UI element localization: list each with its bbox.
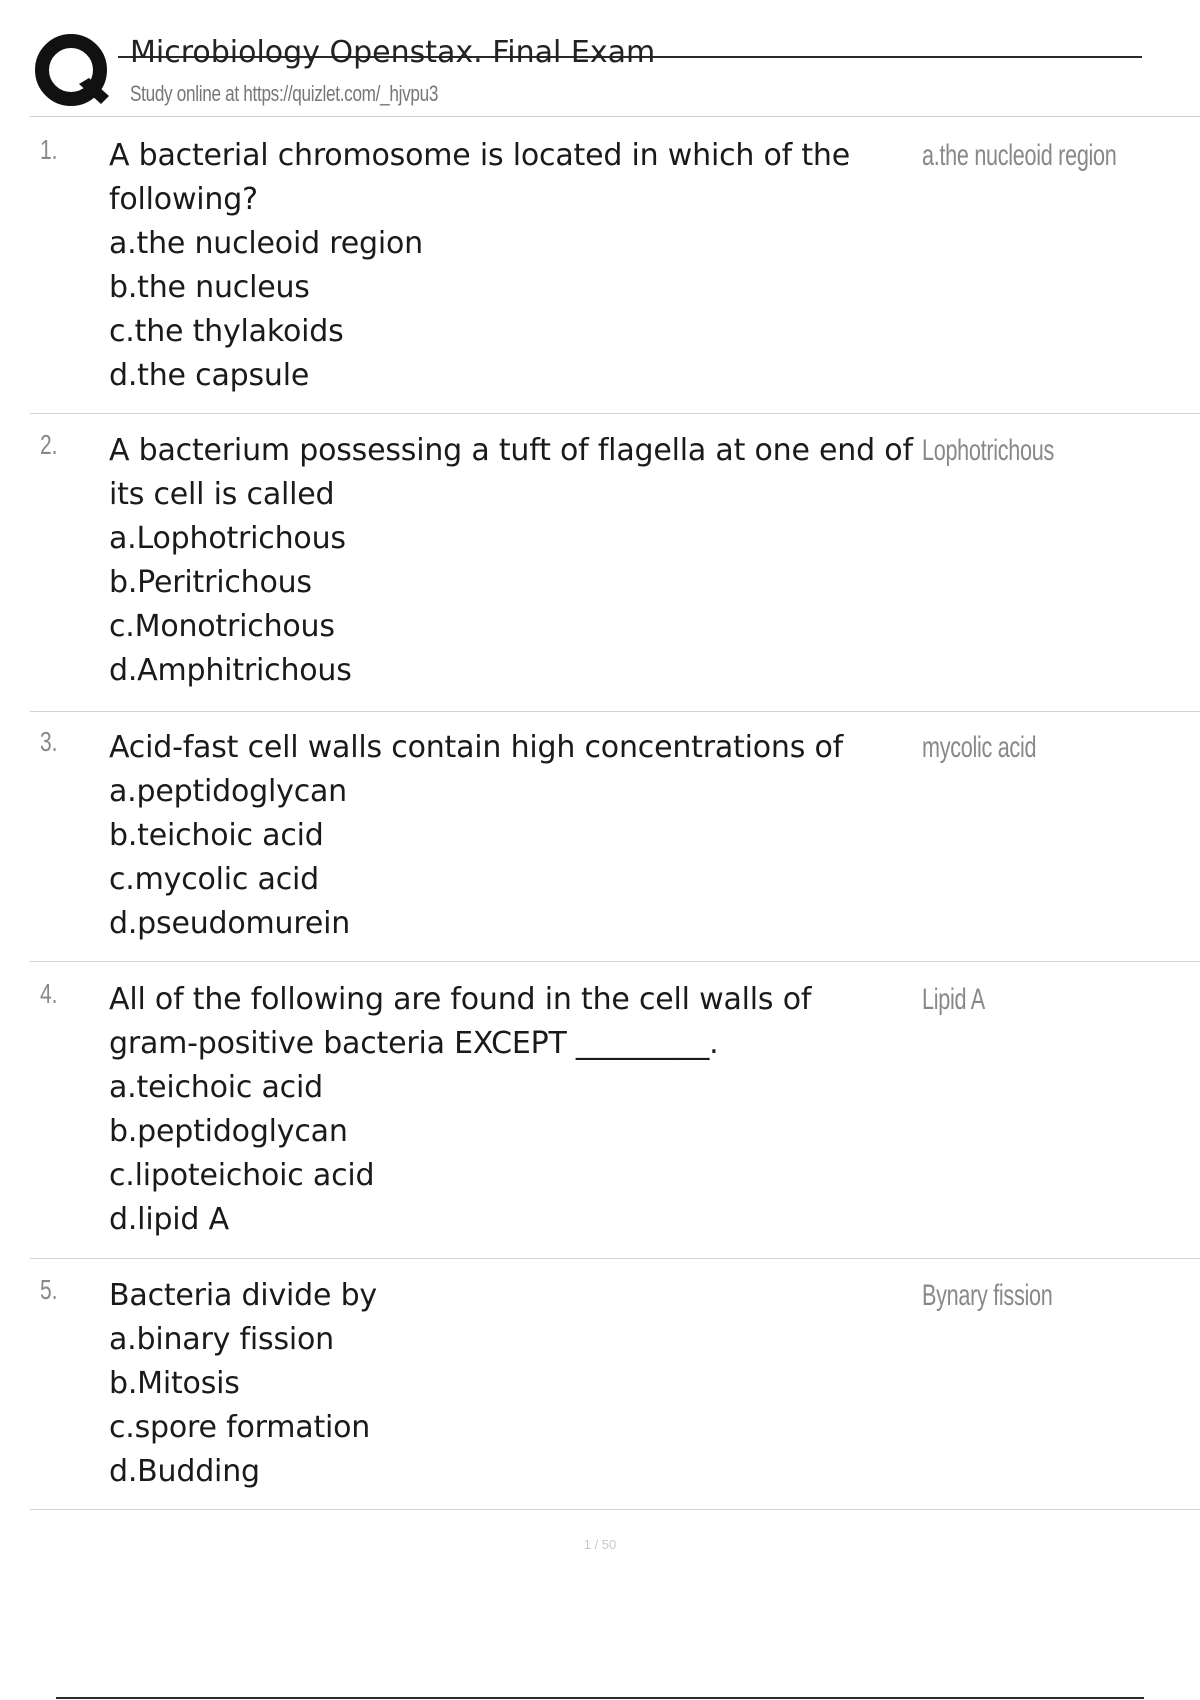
question-stem-line: its cell is called bbox=[109, 477, 335, 512]
answer-option: c.mycolic acid bbox=[109, 862, 320, 897]
answer-option: d.Budding bbox=[109, 1454, 260, 1489]
answer-option: d.pseudomurein bbox=[109, 906, 351, 941]
answer-option: a.binary fission bbox=[109, 1322, 334, 1357]
card-divider bbox=[30, 961, 1200, 962]
answer-option: a.peptidoglycan bbox=[109, 774, 347, 809]
answer-option: b.peptidoglycan bbox=[109, 1114, 348, 1149]
answer-option: a.the nucleoid region bbox=[109, 226, 423, 261]
correct-answer: Lipid A bbox=[922, 983, 985, 1016]
correct-answer: a.the nucleoid region bbox=[922, 139, 1117, 172]
question-number: 5. bbox=[40, 1274, 58, 1305]
question-stem-line: All of the following are found in the cell walls of bbox=[109, 982, 812, 1017]
question-stem-line: gram-positive bacteria EXCEPT _________. bbox=[109, 1026, 719, 1061]
answer-option: c.lipoteichoic acid bbox=[109, 1158, 375, 1193]
card-divider bbox=[30, 711, 1200, 712]
answer-option: c.the thylakoids bbox=[109, 314, 344, 349]
question-card bbox=[30, 134, 1200, 414]
question-stem-line: A bacterial chromosome is located in which of the bbox=[109, 138, 851, 173]
question-text bbox=[109, 429, 949, 693]
question-card bbox=[30, 1274, 1200, 1510]
question-card bbox=[30, 978, 1200, 1259]
correct-answer: Bynary fission bbox=[922, 1279, 1053, 1312]
header-divider bbox=[30, 116, 1200, 117]
question-stem-line: Acid-fast cell walls contain high concentrations of bbox=[109, 730, 843, 765]
question-number: 2. bbox=[40, 429, 58, 460]
card-divider bbox=[30, 1509, 1200, 1510]
correct-answer: Lophotrichous bbox=[922, 434, 1054, 467]
answer-option: b.Peritrichous bbox=[109, 565, 312, 600]
question-number: 1. bbox=[40, 134, 58, 165]
question-stem-line: Bacteria divide by bbox=[109, 1278, 377, 1313]
answer-option: c.spore formation bbox=[109, 1410, 371, 1445]
answer-option: d.Amphitrichous bbox=[109, 653, 352, 688]
question-text bbox=[109, 1274, 949, 1494]
question-text bbox=[109, 726, 949, 946]
bottom-rule bbox=[56, 1697, 1144, 1699]
question-stem-line: A bacterium possessing a tuft of flagella at one end of bbox=[109, 433, 913, 468]
question-card bbox=[30, 726, 1200, 962]
answer-option: b.teichoic acid bbox=[109, 818, 324, 853]
document-title: Microbiology Openstax. Final Exam bbox=[130, 35, 656, 70]
answer-option: d.the capsule bbox=[109, 358, 310, 393]
answer-option: d.lipid A bbox=[109, 1202, 229, 1237]
answer-option: b.the nucleus bbox=[109, 270, 310, 305]
question-number: 4. bbox=[40, 978, 58, 1009]
question-text bbox=[109, 978, 949, 1242]
page-number: 1 / 50 bbox=[583, 1537, 617, 1552]
card-divider bbox=[30, 1258, 1200, 1259]
correct-answer: mycolic acid bbox=[922, 731, 1037, 764]
question-card bbox=[30, 429, 1200, 712]
question-stem-line: following? bbox=[109, 182, 258, 217]
answer-option: b.Mitosis bbox=[109, 1366, 240, 1401]
card-divider bbox=[30, 413, 1200, 414]
question-text bbox=[109, 134, 949, 398]
answer-option: c.Monotrichous bbox=[109, 609, 335, 644]
answer-option: a.Lophotrichous bbox=[109, 521, 346, 556]
study-link[interactable]: Study online at https://quizlet.com/_hjvpu3 bbox=[130, 81, 439, 106]
quizlet-logo-icon bbox=[33, 32, 111, 110]
answer-option: a.teichoic acid bbox=[109, 1070, 323, 1105]
question-number: 3. bbox=[40, 726, 58, 757]
